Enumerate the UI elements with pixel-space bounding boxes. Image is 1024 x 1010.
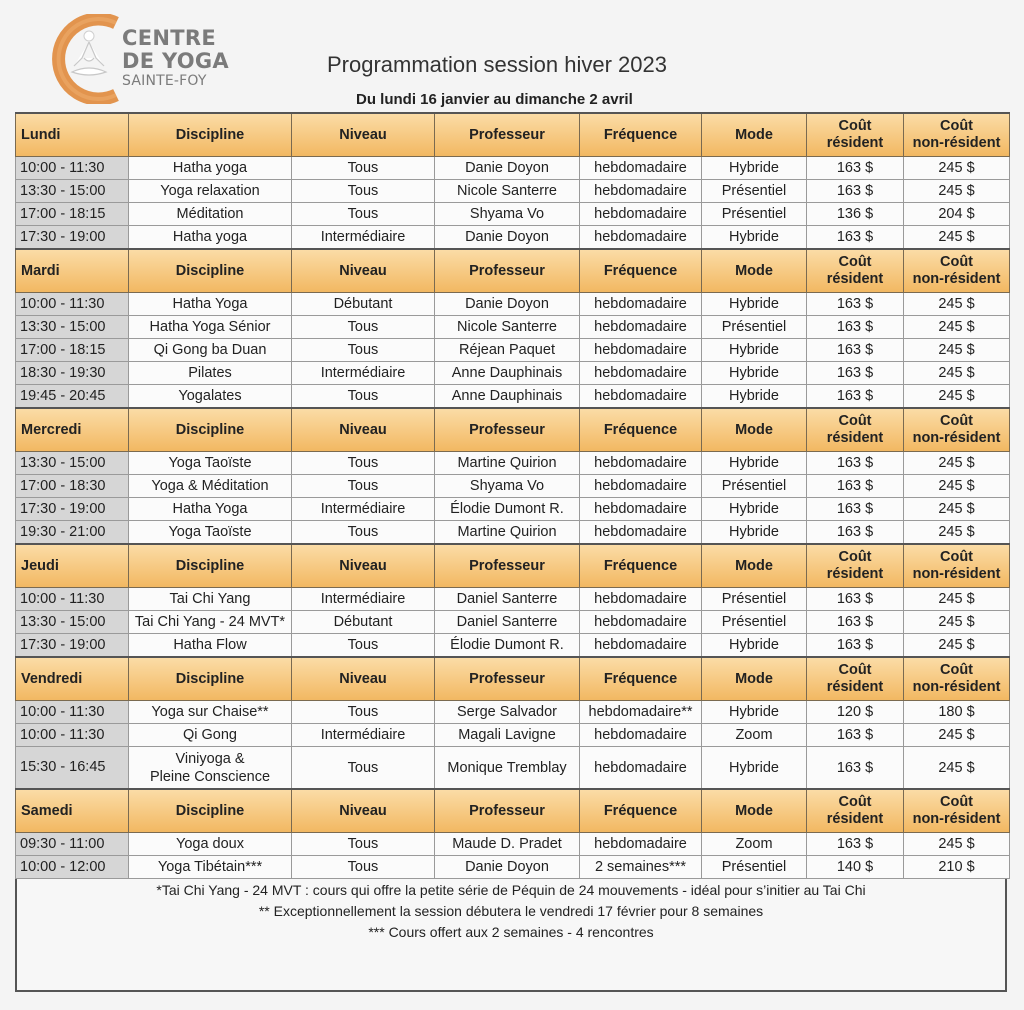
cost-resident-cell: 163 $ — [807, 475, 904, 498]
column-header: Discipline — [129, 544, 292, 588]
mode-cell: Hybride — [702, 362, 807, 385]
column-header: Niveau — [292, 113, 435, 157]
column-header-line: Coût — [939, 794, 973, 810]
frequency-cell: hebdomadaire — [580, 203, 702, 226]
schedule-row — [16, 157, 1010, 180]
mode-cell: Présentiel — [702, 203, 807, 226]
level-cell: Tous — [292, 634, 435, 658]
cost-nonresident-cell: 245 $ — [904, 634, 1010, 658]
page-title: Programmation session hiver 2023 — [327, 52, 667, 77]
column-header: Mode — [702, 408, 807, 452]
level-cell: Tous — [292, 203, 435, 226]
schedule-row — [16, 856, 1010, 879]
frequency-cell: hebdomadaire — [580, 339, 702, 362]
cost-resident-cell: 163 $ — [807, 316, 904, 339]
level-cell: Tous — [292, 339, 435, 362]
column-header-line: résident — [826, 135, 884, 151]
schedule-row — [16, 634, 1010, 658]
cost-resident-cell: 163 $ — [807, 833, 904, 856]
frequency-cell: hebdomadaire — [580, 293, 702, 316]
column-header: Fréquence — [580, 657, 702, 701]
cost-resident-cell: 120 $ — [807, 701, 904, 724]
teacher-cell: Martine Quirion — [435, 452, 580, 475]
column-header-line: non-résident — [912, 271, 1001, 287]
time-cell: 17:30 - 19:00 — [16, 498, 129, 521]
logo-line-2: DE YOGA — [122, 49, 229, 73]
column-header: Fréquence — [580, 408, 702, 452]
column-header: Niveau — [292, 789, 435, 833]
cost-nonresident-cell: 210 $ — [904, 856, 1010, 879]
time-cell: 10:00 - 11:30 — [16, 157, 129, 180]
mode-cell: Hybride — [702, 521, 807, 545]
column-header — [904, 789, 1010, 833]
frequency-cell: hebdomadaire** — [580, 701, 702, 724]
discipline-cell: Qi Gong ba Duan — [129, 339, 292, 362]
column-header: Mode — [702, 789, 807, 833]
column-header — [904, 544, 1010, 588]
cost-resident-cell: 136 $ — [807, 203, 904, 226]
mode-cell: Hybride — [702, 226, 807, 250]
discipline-cell: Qi Gong — [129, 724, 292, 747]
cost-resident-cell: 163 $ — [807, 226, 904, 250]
mode-cell: Hybride — [702, 498, 807, 521]
mode-cell: Présentiel — [702, 180, 807, 203]
column-header — [904, 249, 1010, 293]
column-header: Fréquence — [580, 249, 702, 293]
teacher-cell: Danie Doyon — [435, 856, 580, 879]
time-cell: 17:00 - 18:15 — [16, 203, 129, 226]
cost-resident-cell: 163 $ — [807, 293, 904, 316]
level-cell: Tous — [292, 475, 435, 498]
cost-resident-cell: 163 $ — [807, 634, 904, 658]
schedule-row — [16, 498, 1010, 521]
schedule-row — [16, 611, 1010, 634]
level-cell: Débutant — [292, 293, 435, 316]
time-cell: 10:00 - 11:30 — [16, 293, 129, 316]
frequency-cell: hebdomadaire — [580, 226, 702, 250]
cost-resident-cell: 140 $ — [807, 856, 904, 879]
cost-resident-cell: 163 $ — [807, 180, 904, 203]
level-cell: Intermédiaire — [292, 362, 435, 385]
frequency-cell: hebdomadaire — [580, 316, 702, 339]
mode-cell: Hybride — [702, 339, 807, 362]
logo-wordmark — [122, 28, 229, 88]
cost-nonresident-cell: 245 $ — [904, 747, 1010, 790]
schedule-row — [16, 385, 1010, 409]
cost-resident-cell: 163 $ — [807, 611, 904, 634]
session-dates: Du lundi 16 janvier au dimanche 2 avril — [356, 91, 633, 108]
time-cell: 19:45 - 20:45 — [16, 385, 129, 409]
schedule-row — [16, 475, 1010, 498]
footnotes — [17, 880, 1005, 943]
time-cell: 13:30 - 15:00 — [16, 180, 129, 203]
teacher-cell: Anne Dauphinais — [435, 362, 580, 385]
day-header-row — [16, 113, 1010, 157]
footnote-2: ** Exceptionnellement la session débutera le vendredi 17 février pour 8 semaines — [258, 903, 764, 919]
mode-cell: Hybride — [702, 385, 807, 409]
cost-resident-cell: 163 $ — [807, 521, 904, 545]
level-cell: Tous — [292, 157, 435, 180]
column-header-line: Coût — [939, 549, 973, 565]
footnote-3: *** Cours offert aux 2 semaines - 4 rencontres — [368, 924, 654, 940]
teacher-cell: Martine Quirion — [435, 521, 580, 545]
cost-nonresident-cell: 245 $ — [904, 316, 1010, 339]
cost-nonresident-cell: 245 $ — [904, 226, 1010, 250]
schedule-row — [16, 521, 1010, 545]
frequency-cell: hebdomadaire — [580, 385, 702, 409]
teacher-cell: Magali Lavigne — [435, 724, 580, 747]
column-header: Professeur — [435, 657, 580, 701]
time-cell: 10:00 - 11:30 — [16, 724, 129, 747]
teacher-cell: Danie Doyon — [435, 293, 580, 316]
column-header-line: résident — [826, 811, 884, 827]
frequency-cell: hebdomadaire — [580, 452, 702, 475]
column-header — [807, 113, 904, 157]
frequency-cell: hebdomadaire — [580, 498, 702, 521]
column-header: Fréquence — [580, 789, 702, 833]
column-header: Professeur — [435, 789, 580, 833]
cost-nonresident-cell: 245 $ — [904, 385, 1010, 409]
discipline-cell: Pilates — [129, 362, 292, 385]
cost-nonresident-cell: 245 $ — [904, 339, 1010, 362]
cost-nonresident-cell: 245 $ — [904, 833, 1010, 856]
teacher-cell: Monique Tremblay — [435, 747, 580, 790]
teacher-cell: Anne Dauphinais — [435, 385, 580, 409]
frequency-cell: hebdomadaire — [580, 724, 702, 747]
teacher-cell: Daniel Santerre — [435, 588, 580, 611]
discipline-cell: Hatha Yoga Sénior — [129, 316, 292, 339]
level-cell: Tous — [292, 521, 435, 545]
level-cell: Tous — [292, 701, 435, 724]
schedule-row — [16, 833, 1010, 856]
mode-cell: Présentiel — [702, 856, 807, 879]
discipline-cell: Méditation — [129, 203, 292, 226]
level-cell: Tous — [292, 316, 435, 339]
time-cell: 15:30 - 16:45 — [16, 747, 129, 790]
discipline-cell: Yoga Tibétain*** — [129, 856, 292, 879]
teacher-cell: Nicole Santerre — [435, 180, 580, 203]
cost-nonresident-cell: 245 $ — [904, 157, 1010, 180]
mode-cell: Hybride — [702, 157, 807, 180]
frequency-cell: hebdomadaire — [580, 747, 702, 790]
discipline-cell: Yoga relaxation — [129, 180, 292, 203]
mode-cell: Hybride — [702, 452, 807, 475]
schedule-row — [16, 701, 1010, 724]
mode-cell: Présentiel — [702, 588, 807, 611]
mode-cell: Zoom — [702, 833, 807, 856]
column-header-line: non-résident — [912, 566, 1001, 582]
time-cell: 17:00 - 18:30 — [16, 475, 129, 498]
column-header-line: non-résident — [912, 430, 1001, 446]
discipline-cell: Hatha Flow — [129, 634, 292, 658]
time-cell: 17:30 - 19:00 — [16, 634, 129, 658]
cost-resident-cell: 163 $ — [807, 339, 904, 362]
day-name: Mardi — [16, 249, 129, 293]
time-cell: 19:30 - 21:00 — [16, 521, 129, 545]
time-cell: 18:30 - 19:30 — [16, 362, 129, 385]
column-header: Mode — [702, 544, 807, 588]
teacher-cell: Danie Doyon — [435, 157, 580, 180]
cost-nonresident-cell: 180 $ — [904, 701, 1010, 724]
schedule-row — [16, 724, 1010, 747]
column-header-line: Coût — [939, 662, 973, 678]
level-cell: Tous — [292, 856, 435, 879]
column-header: Discipline — [129, 657, 292, 701]
time-cell: 10:00 - 12:00 — [16, 856, 129, 879]
cost-nonresident-cell: 245 $ — [904, 293, 1010, 316]
discipline-cell: Yoga doux — [129, 833, 292, 856]
mode-cell: Zoom — [702, 724, 807, 747]
discipline-cell: Hatha yoga — [129, 157, 292, 180]
column-header — [904, 113, 1010, 157]
cost-resident-cell: 163 $ — [807, 385, 904, 409]
mode-cell: Hybride — [702, 293, 807, 316]
day-name: Vendredi — [16, 657, 129, 701]
discipline-cell: Yogalates — [129, 385, 292, 409]
schedule-row — [16, 316, 1010, 339]
schedule-row — [16, 339, 1010, 362]
cost-resident-cell: 163 $ — [807, 724, 904, 747]
time-cell: 10:00 - 11:30 — [16, 701, 129, 724]
level-cell: Tous — [292, 180, 435, 203]
frequency-cell: hebdomadaire — [580, 833, 702, 856]
cost-resident-cell: 163 $ — [807, 498, 904, 521]
time-cell: 13:30 - 15:00 — [16, 611, 129, 634]
frequency-cell: hebdomadaire — [580, 157, 702, 180]
column-header: Discipline — [129, 789, 292, 833]
level-cell: Tous — [292, 747, 435, 790]
day-name: Lundi — [16, 113, 129, 157]
column-header: Niveau — [292, 544, 435, 588]
day-header-row — [16, 249, 1010, 293]
column-header: Niveau — [292, 408, 435, 452]
cost-resident-cell: 163 $ — [807, 157, 904, 180]
discipline-cell: Tai Chi Yang - 24 MVT* — [129, 611, 292, 634]
column-header: Fréquence — [580, 544, 702, 588]
discipline-cell: Hatha Yoga — [129, 293, 292, 316]
column-header — [904, 408, 1010, 452]
column-header: Professeur — [435, 249, 580, 293]
schedule-body — [16, 113, 1010, 879]
level-cell: Tous — [292, 385, 435, 409]
column-header: Mode — [702, 113, 807, 157]
schedule-row — [16, 293, 1010, 316]
column-header-line: résident — [826, 271, 884, 287]
level-cell: Intermédiaire — [292, 588, 435, 611]
schedule-row — [16, 203, 1010, 226]
discipline-cell: Yoga & Méditation — [129, 475, 292, 498]
column-header-line: résident — [826, 430, 884, 446]
teacher-cell: Danie Doyon — [435, 226, 580, 250]
column-header-line: résident — [826, 566, 884, 582]
time-cell: 17:30 - 19:00 — [16, 226, 129, 250]
level-cell: Tous — [292, 833, 435, 856]
column-header — [807, 657, 904, 701]
cost-nonresident-cell: 245 $ — [904, 362, 1010, 385]
frequency-cell: 2 semaines*** — [580, 856, 702, 879]
frequency-cell: hebdomadaire — [580, 475, 702, 498]
discipline-cell: Hatha Yoga — [129, 498, 292, 521]
cost-nonresident-cell: 245 $ — [904, 498, 1010, 521]
column-header — [807, 249, 904, 293]
column-header — [807, 544, 904, 588]
column-header-line: Coût — [939, 413, 973, 429]
time-cell: 09:30 - 11:00 — [16, 833, 129, 856]
column-header: Discipline — [129, 408, 292, 452]
cost-nonresident-cell: 245 $ — [904, 724, 1010, 747]
frequency-cell: hebdomadaire — [580, 521, 702, 545]
column-header-line: Coût — [939, 254, 973, 270]
mode-cell: Hybride — [702, 747, 807, 790]
discipline-cell: Hatha yoga — [129, 226, 292, 250]
cost-resident-cell: 163 $ — [807, 747, 904, 790]
discipline-cell: Viniyoga & Pleine Conscience — [129, 747, 292, 790]
cost-nonresident-cell: 245 $ — [904, 588, 1010, 611]
frequency-cell: hebdomadaire — [580, 634, 702, 658]
teacher-cell: Shyama Vo — [435, 203, 580, 226]
mode-cell: Hybride — [702, 701, 807, 724]
footnote-1: *Tai Chi Yang - 24 MVT : cours qui offre la petite série de Péquin de 24 mouvements - idéal pour s’initier au Tai Chi — [156, 882, 866, 898]
day-header-row — [16, 657, 1010, 701]
teacher-cell: Élodie Dumont R. — [435, 498, 580, 521]
teacher-cell: Maude D. Pradet — [435, 833, 580, 856]
column-header-line: Coût — [838, 794, 872, 810]
column-header-line: Coût — [838, 549, 872, 565]
cost-nonresident-cell: 204 $ — [904, 203, 1010, 226]
schedule-table — [15, 112, 1010, 879]
day-header-row — [16, 408, 1010, 452]
day-name: Samedi — [16, 789, 129, 833]
column-header — [904, 657, 1010, 701]
level-cell: Tous — [292, 452, 435, 475]
column-header: Discipline — [129, 249, 292, 293]
column-header: Professeur — [435, 113, 580, 157]
cost-resident-cell: 163 $ — [807, 362, 904, 385]
mode-cell: Présentiel — [702, 475, 807, 498]
discipline-cell: Yoga Taoïste — [129, 521, 292, 545]
mode-cell: Présentiel — [702, 316, 807, 339]
logo-line-3: SAINTE-FOY — [122, 73, 207, 89]
cost-nonresident-cell: 245 $ — [904, 452, 1010, 475]
column-header-line: Coût — [838, 413, 872, 429]
column-header-line: résident — [826, 679, 884, 695]
mode-cell: Hybride — [702, 634, 807, 658]
column-header: Professeur — [435, 544, 580, 588]
level-cell: Intermédiaire — [292, 498, 435, 521]
column-header-line: Coût — [838, 662, 872, 678]
column-header-line: Coût — [838, 254, 872, 270]
column-header-line: non-résident — [912, 679, 1001, 695]
discipline-cell: Tai Chi Yang — [129, 588, 292, 611]
level-cell: Intermédiaire — [292, 724, 435, 747]
schedule-row — [16, 226, 1010, 250]
column-header-line: Coût — [838, 118, 872, 134]
cost-nonresident-cell: 245 $ — [904, 611, 1010, 634]
column-header: Niveau — [292, 249, 435, 293]
discipline-cell: Yoga Taoïste — [129, 452, 292, 475]
cost-nonresident-cell: 245 $ — [904, 180, 1010, 203]
level-cell: Débutant — [292, 611, 435, 634]
level-cell: Intermédiaire — [292, 226, 435, 250]
time-cell: 13:30 - 15:00 — [16, 316, 129, 339]
schedule-row — [16, 747, 1010, 790]
teacher-cell: Élodie Dumont R. — [435, 634, 580, 658]
schedule-row — [16, 588, 1010, 611]
teacher-cell: Nicole Santerre — [435, 316, 580, 339]
logo-line-1: CENTRE — [122, 26, 216, 50]
mode-cell: Présentiel — [702, 611, 807, 634]
day-name: Jeudi — [16, 544, 129, 588]
frequency-cell: hebdomadaire — [580, 611, 702, 634]
column-header — [807, 789, 904, 833]
schedule-row — [16, 362, 1010, 385]
day-header-row — [16, 789, 1010, 833]
column-header: Fréquence — [580, 113, 702, 157]
cost-resident-cell: 163 $ — [807, 452, 904, 475]
column-header-line: non-résident — [912, 811, 1001, 827]
day-name: Mercredi — [16, 408, 129, 452]
column-header: Niveau — [292, 657, 435, 701]
column-header: Professeur — [435, 408, 580, 452]
time-cell: 10:00 - 11:30 — [16, 588, 129, 611]
column-header: Discipline — [129, 113, 292, 157]
teacher-cell: Shyama Vo — [435, 475, 580, 498]
time-cell: 13:30 - 15:00 — [16, 452, 129, 475]
schedule-row — [16, 452, 1010, 475]
frequency-cell: hebdomadaire — [580, 362, 702, 385]
day-header-row — [16, 544, 1010, 588]
column-header-line: Coût — [939, 118, 973, 134]
teacher-cell: Serge Salvador — [435, 701, 580, 724]
teacher-cell: Réjean Paquet — [435, 339, 580, 362]
frequency-cell: hebdomadaire — [580, 180, 702, 203]
column-header: Mode — [702, 249, 807, 293]
column-header-line: non-résident — [912, 135, 1001, 151]
cost-nonresident-cell: 245 $ — [904, 475, 1010, 498]
frequency-cell: hebdomadaire — [580, 588, 702, 611]
teacher-cell: Daniel Santerre — [435, 611, 580, 634]
column-header: Mode — [702, 657, 807, 701]
time-cell: 17:00 - 18:15 — [16, 339, 129, 362]
cost-nonresident-cell: 245 $ — [904, 521, 1010, 545]
discipline-cell: Yoga sur Chaise** — [129, 701, 292, 724]
column-header — [807, 408, 904, 452]
schedule-row — [16, 180, 1010, 203]
cost-resident-cell: 163 $ — [807, 588, 904, 611]
